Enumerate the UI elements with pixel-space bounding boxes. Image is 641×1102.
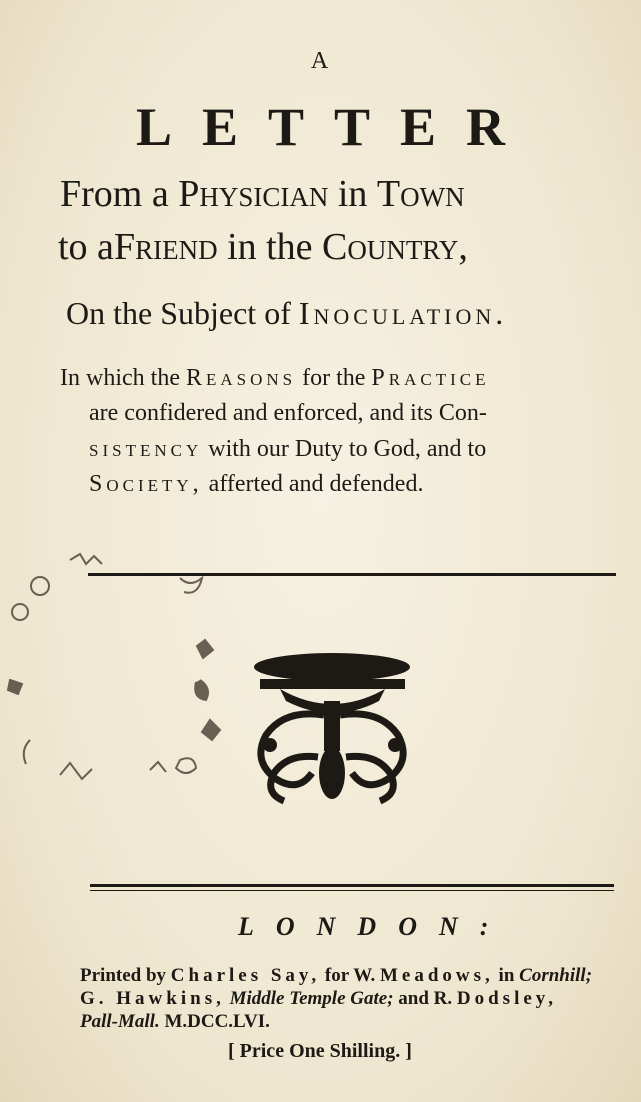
bookseller-meadows: Meadows, bbox=[379, 965, 494, 986]
subtitle-from-physician bbox=[60, 172, 465, 216]
description-line-1 bbox=[60, 365, 490, 392]
title-article: A bbox=[310, 48, 331, 74]
which-practice: Practice bbox=[371, 365, 490, 391]
which-reasons: Reasons bbox=[185, 365, 297, 391]
printer-name: Charles Say, bbox=[170, 965, 321, 986]
to-country: Country, bbox=[322, 226, 468, 268]
from-prefix: From a bbox=[60, 173, 179, 215]
and-text: and R. bbox=[393, 988, 457, 1009]
price-line: [ Price One Shilling. ] bbox=[228, 1040, 412, 1062]
from-town: Town bbox=[376, 173, 465, 215]
bookseller-dodsley: Dodsley, bbox=[456, 988, 557, 1009]
title-letter: LETTER bbox=[135, 97, 536, 157]
sistency-rest: with our Duty to God, and to bbox=[202, 436, 487, 462]
in-text: in bbox=[493, 965, 520, 986]
description-line-4 bbox=[89, 471, 423, 498]
imprint-date: M.DCC.LVI. bbox=[159, 1011, 270, 1032]
imprint-line-2 bbox=[80, 988, 557, 1010]
to-prefix: to a bbox=[58, 226, 114, 268]
society-rest: afferted and defended. bbox=[202, 471, 424, 497]
ink-stain-mark bbox=[0, 550, 235, 810]
to-in: in the bbox=[217, 226, 323, 268]
imprint-place: LONDON: bbox=[238, 912, 511, 941]
description-line-2: are confidered and enforced, and its Con- bbox=[89, 400, 487, 426]
subject-prefix: On the Subject of bbox=[66, 295, 299, 331]
place-pall-mall: Pall-Mall. bbox=[80, 1011, 160, 1032]
bottom-rule-thick bbox=[90, 884, 614, 887]
printed-by: Printed by bbox=[80, 965, 171, 986]
imprint-line-3 bbox=[80, 1011, 270, 1033]
bookseller-hawkins: G. Hawkins, bbox=[80, 988, 225, 1009]
society-word: Society, bbox=[89, 471, 203, 497]
bottom-rule-thin bbox=[90, 890, 614, 891]
imprint-line-1 bbox=[80, 965, 592, 987]
subtitle-to-friend bbox=[58, 225, 468, 269]
from-physician: Physician bbox=[178, 173, 329, 215]
for-text: for W. bbox=[320, 965, 380, 986]
printers-ornament bbox=[240, 645, 425, 810]
which-prefix: In which the bbox=[60, 365, 186, 391]
place-cornhill: Cornhill; bbox=[519, 965, 593, 986]
place-temple-gate: Middle Temple Gate; bbox=[224, 988, 394, 1009]
to-friend: Friend bbox=[113, 226, 218, 268]
subject-word: Inoculation. bbox=[298, 295, 508, 331]
subtitle-subject bbox=[66, 295, 507, 332]
which-mid: for the bbox=[296, 365, 372, 391]
from-in: in bbox=[328, 173, 377, 215]
description-line-3 bbox=[89, 436, 486, 463]
sistency-word: sistency bbox=[89, 436, 203, 462]
